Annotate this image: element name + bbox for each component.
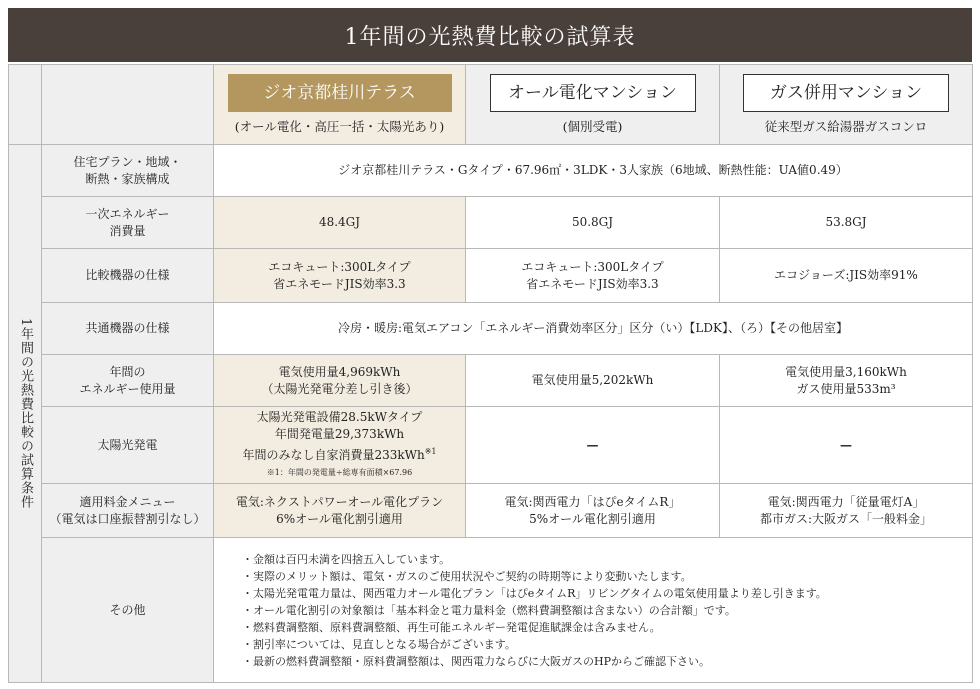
note-item: ・最新の燃料費調整額・原料費調整額は、関西電力ならびに大阪ガスのHPからご確認下さい。 bbox=[242, 654, 710, 668]
usage-gas: 電気使用量3,160kWh ガス使用量533m³ bbox=[720, 355, 973, 407]
rate-all-electric: 電気:関西電力「はぴeタイムR」 5%オール電化割引適用 bbox=[466, 484, 720, 538]
header-all-electric-sub: (個別受電) bbox=[562, 118, 623, 134]
usage-geo: 電気使用量4,969kWh （太陽光発電分差し引き後） bbox=[214, 355, 466, 407]
header-geo-kyoto-sub: (オール電化・高圧一括・太陽光あり) bbox=[234, 118, 445, 134]
header-gas-sub: 従来型ガス給湯器ガスコンロ bbox=[764, 118, 928, 134]
primary-energy-all-electric: 50.8GJ bbox=[466, 197, 720, 249]
note-item: ・金額は百円未満を四捨五入しています。 bbox=[242, 552, 451, 566]
row-label-solar: 太陽光発電 bbox=[42, 407, 214, 484]
equipment-all-electric: エコキュート:300Lタイプ 省エネモードJIS効率3.3 bbox=[466, 249, 720, 303]
row-label-usage: 年間の エネルギー使用量 bbox=[42, 355, 214, 407]
row-label-primary-energy: 一次エネルギー 消費量 bbox=[42, 197, 214, 249]
header-geo-kyoto bbox=[214, 65, 466, 145]
row-label-others: その他 bbox=[42, 538, 214, 683]
solar-footnote-mark: ※1 bbox=[424, 447, 437, 456]
page-title: 1年間の光熱費比較の試算表 bbox=[8, 8, 972, 62]
solar-gas: — bbox=[720, 407, 973, 484]
row-label-rate: 適用料金メニュー （電気は口座振替割引なし） bbox=[42, 484, 214, 538]
note-item: ・割引率については、見直しとなる場合がございます。 bbox=[242, 637, 516, 651]
equipment-gas: エコジョーズ:JIS効率91% bbox=[720, 249, 973, 303]
note-item: ・実際のメリット額は、電気・ガスのご使用状況やご契約の時期等により変動いたします。 bbox=[242, 569, 692, 583]
row-label-plan: 住宅プラン・地域・ 断熱・家族構成 bbox=[42, 145, 214, 197]
side-label-cell bbox=[9, 145, 42, 683]
usage-all-electric: 電気使用量5,202kWh bbox=[466, 355, 720, 407]
row-label-equipment: 比較機器の仕様 bbox=[42, 249, 214, 303]
side-label: 1年間の光熱費比較の試算条件 bbox=[18, 317, 33, 510]
note-item: ・燃料費調整額、原料費調整額、再生可能エネルギー発電促進賦課金は含みません。 bbox=[242, 620, 661, 634]
rate-geo: 電気:ネクストパワーオール電化プラン 6%オール電化割引適用 bbox=[214, 484, 466, 538]
header-gas bbox=[720, 65, 973, 145]
primary-energy-gas: 53.8GJ bbox=[720, 197, 973, 249]
comparison-table bbox=[8, 64, 973, 683]
header-geo-kyoto-title: ジオ京都桂川テラス bbox=[228, 74, 452, 112]
solar-geo: 太陽光発電設備28.5kWタイプ 年間発電量29,373kWh 年間のみなし自家消費量233kWh$^{※1}$ ※1：年間の発電量÷総専有面積×67.96 bbox=[214, 407, 466, 484]
others-notes bbox=[214, 538, 973, 683]
solar-all-electric: — bbox=[466, 407, 720, 484]
rate-gas: 電気:関西電力「従量電灯A」 都市ガス:大阪ガス「一般料金」 bbox=[720, 484, 973, 538]
header-all-electric bbox=[466, 65, 720, 145]
common-value: 冷房・暖房:電気エアコン「エネルギー消費効率区分」区分（い）【LDK】、（ろ）【その他居室】 bbox=[214, 303, 973, 355]
note-item: ・太陽光発電電力量は、関西電力オール電化プラン「はぴeタイムR」リビングタイムの電気使用量より差し引きます。 bbox=[242, 586, 827, 600]
header-all-electric-title: オール電化マンション bbox=[490, 74, 696, 112]
header-empty-side bbox=[9, 65, 42, 145]
header-empty-label bbox=[42, 65, 214, 145]
row-label-common: 共通機器の仕様 bbox=[42, 303, 214, 355]
primary-energy-geo: 48.4GJ bbox=[214, 197, 466, 249]
note-item: ・オール電化割引の対象額は「基本料金と電力量料金（燃料費調整額は含まない）の合計額」です。 bbox=[242, 603, 736, 617]
header-gas-title: ガス併用マンション bbox=[743, 74, 949, 112]
plan-value: ジオ京都桂川テラス・Gタイプ・67.96㎡・3LDK・3人家族（6地域、断熱性能：UA値0.49） bbox=[214, 145, 973, 197]
solar-footnote: ※1：年間の発電量÷総専有面積×67.96 bbox=[266, 468, 413, 477]
equipment-geo: エコキュート:300Lタイプ 省エネモードJIS効率3.3 bbox=[214, 249, 466, 303]
